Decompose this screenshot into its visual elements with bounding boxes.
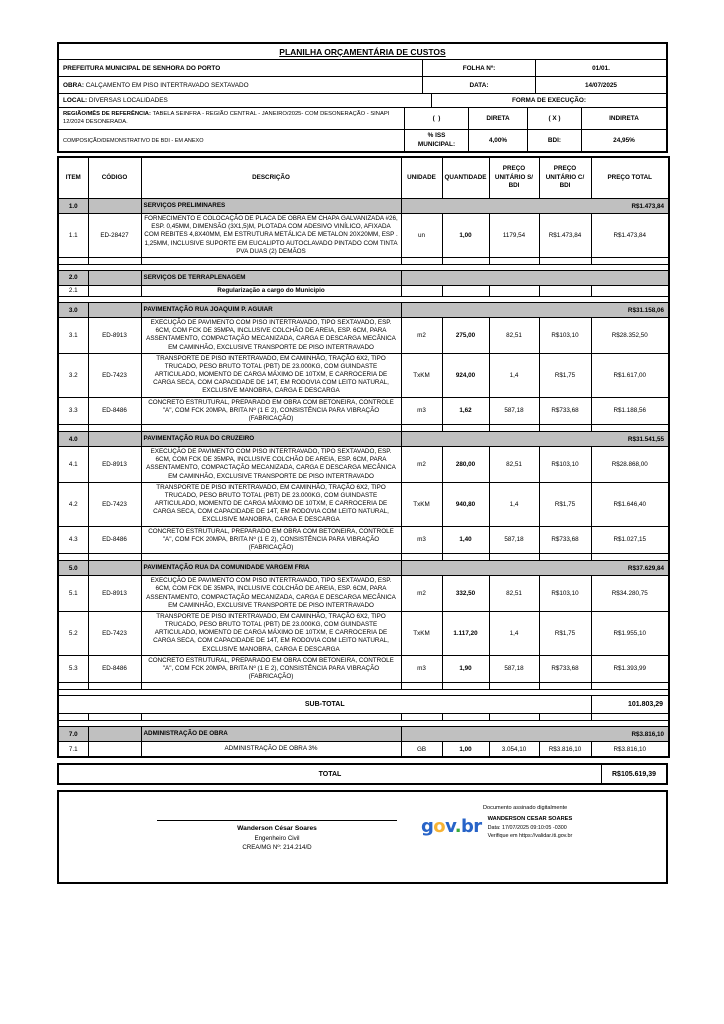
cell-item: 5.1 [58, 576, 88, 612]
budget-table-body [58, 199, 669, 758]
cell-qty: 940,80 [442, 482, 489, 526]
cell-code [88, 561, 141, 576]
cell-total: R$3.816,10 [591, 742, 669, 758]
cell-desc: Regularização a cargo do Municipio [141, 285, 401, 296]
spacer-cell [401, 714, 442, 721]
header-row-regiao [59, 107, 666, 129]
table-row-7.1 [58, 742, 669, 758]
spacer-cell [442, 683, 489, 690]
direta-mark: ( ) [404, 108, 468, 129]
cell-section-total: R$31.541,55 [401, 432, 669, 447]
cell-price-with-bdi: R$733,68 [539, 526, 591, 554]
column-header: DESCRIÇÃO [141, 157, 401, 199]
cell-unit: m3 [401, 526, 442, 554]
cell-item: 5.3 [58, 655, 88, 683]
spacer-row [58, 714, 669, 721]
cell-price-no-bdi: 3.054,10 [489, 742, 539, 758]
table-row-4.3 [58, 526, 669, 554]
spacer-cell [591, 257, 669, 264]
cell-item: 4.2 [58, 482, 88, 526]
cell-unit: un [401, 214, 442, 258]
cell-total: R$1.646,40 [591, 482, 669, 526]
cell-code [88, 727, 141, 742]
section-row-2.0 [58, 270, 669, 285]
entity-name: PREFEITURA MUNICIPAL DE SENHORA DO PORTO [63, 64, 221, 72]
cell-item: 2.1 [58, 285, 88, 296]
header-row-local [59, 93, 666, 107]
cell-code [88, 270, 141, 285]
spacer-cell [401, 554, 442, 561]
spacer-cell [489, 257, 539, 264]
spacer-cell [489, 554, 539, 561]
local-cell [59, 94, 431, 107]
cell-item: 2.0 [58, 270, 88, 285]
cell-section-total: R$3.816,10 [401, 727, 669, 742]
cell-code: ED-8486 [88, 655, 141, 683]
cell-unit: m3 [401, 655, 442, 683]
spacer-cell [489, 425, 539, 432]
indireta-label: INDIRETA [581, 108, 666, 129]
spacer-cell [489, 714, 539, 721]
budget-table [57, 156, 670, 758]
cell-qty [442, 285, 489, 296]
cell-total: R$28.352,50 [591, 318, 669, 354]
cell-item: 3.0 [58, 303, 88, 318]
indireta-mark: ( X ) [527, 108, 581, 129]
spacer-cell [58, 683, 88, 690]
bdi-label: BDI: [527, 130, 581, 151]
stamp-verify-url: Verifique em https://validar.iti.gov.br [487, 832, 573, 839]
cell-price-no-bdi: 82,51 [489, 318, 539, 354]
spacer-cell [141, 554, 401, 561]
spacer-cell [442, 425, 489, 432]
cell-unit: m2 [401, 447, 442, 483]
subtotal-value: 101.803,29 [591, 696, 669, 714]
digital-signature-stamp [421, 805, 671, 840]
section-row-4.0 [58, 432, 669, 447]
spacer-cell [58, 554, 88, 561]
cell-qty: 1,00 [442, 742, 489, 758]
signer-name: Wanderson César Soares [237, 825, 317, 833]
spacer-cell [141, 714, 401, 721]
table-row-5.3 [58, 655, 669, 683]
cell-code: ED-8913 [88, 318, 141, 354]
cell-price-with-bdi: R$3.816,10 [539, 742, 591, 758]
regiao-cell [59, 108, 404, 129]
govbr-logo-letter: g [421, 816, 434, 838]
cell-unit: TxKM [401, 353, 442, 397]
cell-item: 7.1 [58, 742, 88, 758]
cell-unit: m3 [401, 397, 442, 425]
spacer-row [58, 257, 669, 264]
cell-code: ED-8913 [88, 576, 141, 612]
column-header: QUANTIDADE [442, 157, 489, 199]
govbr-logo-letter: r [473, 816, 482, 838]
govbr-logo-letter: v [445, 816, 455, 838]
cell-qty: 280,00 [442, 447, 489, 483]
cell-desc: ADMINISTRAÇÃO DE OBRA 3% [141, 742, 401, 758]
signature-footer [57, 790, 668, 884]
cell-item: 7.0 [58, 727, 88, 742]
spacer-cell [58, 257, 88, 264]
iss-label: % ISS MUNICIPAL: [404, 130, 468, 151]
cell-item: 4.0 [58, 432, 88, 447]
stamp-signer-name: WANDERSON CESAR SOARES [487, 816, 573, 823]
obra-value: CALÇAMENTO EM PISO INTERTRAVADO SEXTAVADO [85, 81, 249, 89]
entity-cell [59, 60, 422, 76]
data-value: 14/07/2025 [535, 77, 666, 93]
table-row-3.2 [58, 353, 669, 397]
cell-price-with-bdi [539, 285, 591, 296]
spacer-cell [401, 425, 442, 432]
cell-code: ED-8486 [88, 526, 141, 554]
cell-code: ED-7423 [88, 482, 141, 526]
spacer-cell [88, 683, 141, 690]
cell-total: R$1.955,10 [591, 611, 669, 655]
cell-section-title: ADMINISTRAÇÃO DE OBRA [141, 727, 401, 742]
cell-total: R$1.393,99 [591, 655, 669, 683]
table-row-3.3 [58, 397, 669, 425]
cell-unit: TxKM [401, 611, 442, 655]
cell-item: 3.3 [58, 397, 88, 425]
cell-price-no-bdi: 587,18 [489, 526, 539, 554]
cell-price-no-bdi: 1,4 [489, 611, 539, 655]
section-row-5.0 [58, 561, 669, 576]
cell-item: 5.2 [58, 611, 88, 655]
subtotal-label: SUB-TOTAL [58, 696, 591, 714]
cell-price-with-bdi: R$1,75 [539, 611, 591, 655]
spacer-cell [58, 425, 88, 432]
cell-desc: CONCRETO ESTRUTURAL, PREPARADO EM OBRA COM BETONEIRA, CONTROLE "A", COM FCK 20MPA, BRITA Nº (1 E 2), CONSISTÊNCIA PARA VIBRAÇÃO (FABRICAÇÃO) [141, 397, 401, 425]
spacer-cell [539, 425, 591, 432]
cell-code: ED-8486 [88, 397, 141, 425]
signer-registry: CREA/MG Nº: 214.214/D [242, 844, 312, 852]
cell-qty: 1.117,20 [442, 611, 489, 655]
table-row-2.1 [58, 285, 669, 296]
cell-item: 5.0 [58, 561, 88, 576]
cell-total: R$1.027,15 [591, 526, 669, 554]
cell-unit: m2 [401, 318, 442, 354]
cell-qty: 1,62 [442, 397, 489, 425]
cell-price-no-bdi: 82,51 [489, 447, 539, 483]
section-row-7.0 [58, 727, 669, 742]
spacer-cell [539, 683, 591, 690]
spacer-cell [591, 425, 669, 432]
cell-price-no-bdi: 1,4 [489, 353, 539, 397]
obra-label: OBRA: [63, 81, 84, 89]
stamp-header-text: Documento assinado digitalmente [483, 805, 568, 812]
cell-price-with-bdi: R$103,10 [539, 576, 591, 612]
regiao-value: TABELA SEINFRA - REGIÃO CENTRAL - JANEIRO/2025- COM DESONERAÇÃO - SINAPI 12/2024 DESONERADA. [63, 110, 390, 125]
spacer-cell [591, 683, 669, 690]
cell-item: 1.1 [58, 214, 88, 258]
cell-section-title: SERVIÇOS DE TERRAPLENAGEM [141, 270, 401, 285]
cell-total: R$1.188,56 [591, 397, 669, 425]
spacer-cell [141, 683, 401, 690]
cell-item: 4.1 [58, 447, 88, 483]
spacer-row [58, 554, 669, 561]
total-value: R$105.619,39 [601, 765, 666, 783]
cell-code [88, 303, 141, 318]
table-row-3.1 [58, 318, 669, 354]
cell-item: 4.3 [58, 526, 88, 554]
table-row-4.2 [58, 482, 669, 526]
cell-desc: EXECUÇÃO DE PAVIMENTO COM PISO INTERTRAVADO, TIPO SEXTAVADO, ESP. 6CM, COM FCK DE 35MPA, INCLUSIVE COLCHÃO DE AREIA, ESP. 6CM, PARA ASSENTAMENTO, COMPACTAÇÃO MECANIZADA, CARGA E DESCARGA MECÂNICA EM CAMINHÃO, EXCLUSIVE TRANSPORTE DE PISO INTERTRAVADO [141, 447, 401, 483]
cell-price-with-bdi: R$103,10 [539, 318, 591, 354]
spacer-cell [58, 714, 88, 721]
spacer-cell [141, 425, 401, 432]
spacer-cell [539, 554, 591, 561]
header-row-entity [59, 59, 666, 76]
signature-line [157, 820, 397, 821]
spacer-cell [88, 554, 141, 561]
spacer-cell [539, 257, 591, 264]
cell-qty: 1,00 [442, 214, 489, 258]
cell-code: ED-28427 [88, 214, 141, 258]
cell-qty: 275,00 [442, 318, 489, 354]
cell-section-total: R$1.473,84 [401, 199, 669, 214]
column-header: UNIDADE [401, 157, 442, 199]
cell-price-with-bdi: R$733,68 [539, 655, 591, 683]
column-header: PREÇO UNITÁRIO S/ BDI [489, 157, 539, 199]
cell-item: 3.1 [58, 318, 88, 354]
cell-price-with-bdi: R$1,75 [539, 353, 591, 397]
data-label: DATA: [422, 77, 535, 93]
cell-price-with-bdi: R$1,75 [539, 482, 591, 526]
cell-desc: CONCRETO ESTRUTURAL, PREPARADO EM OBRA COM BETONEIRA, CONTROLE "A", COM FCK 20MPA, BRITA Nº (1 E 2), CONSISTÊNCIA PARA VIBRAÇÃO (FABRICAÇÃO) [141, 526, 401, 554]
cell-price-with-bdi: R$1.473,84 [539, 214, 591, 258]
column-header: CÓDIGO [88, 157, 141, 199]
cell-code [88, 199, 141, 214]
table-row-5.1 [58, 576, 669, 612]
cell-item: 1.0 [58, 199, 88, 214]
spacer-cell [88, 714, 141, 721]
document-header [57, 42, 668, 153]
cell-unit: m2 [401, 576, 442, 612]
composicao-note: COMPOSIÇÃO/DEMONSTRATIVO DE BDI - EM ANEXO [63, 137, 204, 144]
spacer-row [58, 425, 669, 432]
signer-role: Engenheiro Civil [254, 835, 300, 843]
total-label: TOTAL [318, 770, 342, 778]
bdi-value: 24,95% [581, 130, 666, 151]
cell-qty: 332,50 [442, 576, 489, 612]
column-header: PREÇO TOTAL [591, 157, 669, 199]
govbr-logo-letter: . [454, 816, 461, 838]
spacer-cell [489, 683, 539, 690]
cell-total: R$1.473,84 [591, 214, 669, 258]
cell-desc: FORNECIMENTO E COLOCAÇÃO DE PLACA DE OBRA EM CHAPA GALVANIZADA #26, ESP. 0,45MM, DIMENSÃO (3X1,5)M, PLOTADA COM ADESIVO VINÍLICO, AFIXADA COM REBITES 4,8X40MM, EM ESTRUTURA METÁLICA DE METALON 20X20MM, ESP . 1,25MM, INCLUSIVE SUPORTE EM EUCALIPTO AUTOCLAVADO PINTADO COM TINTA PVA DUAS (2) DEMÃOS [141, 214, 401, 258]
section-row-1.0 [58, 199, 669, 214]
cell-unit: TxKM [401, 482, 442, 526]
cell-desc: EXECUÇÃO DE PAVIMENTO COM PISO INTERTRAVADO, TIPO SEXTAVADO, ESP. 6CM, COM FCK DE 35MPA, INCLUSIVE COLCHÃO DE AREIA, ESP. 6CM, PARA ASSENTAMENTO, COMPACTAÇÃO MECANIZADA, CARGA E DESCARGA MECÂNICA EM CAMINHÃO, EXCLUSIVE TRANSPORTE DE PISO INTERTRAVADO [141, 576, 401, 612]
cell-qty: 1,40 [442, 526, 489, 554]
table-header-row [58, 157, 669, 199]
cell-code [88, 285, 141, 296]
cell-section-title: PAVIMENTAÇÃO RUA DA COMUNIDADE VARGEM FRIA [141, 561, 401, 576]
spacer-cell [88, 257, 141, 264]
spacer-cell [442, 554, 489, 561]
signature-block [157, 820, 397, 852]
cell-total: R$1.617,00 [591, 353, 669, 397]
cell-unit [401, 285, 442, 296]
column-header: ITEM [58, 157, 88, 199]
cell-code: ED-7423 [88, 611, 141, 655]
cell-section-title: PAVIMENTAÇÃO RUA JOAQUIM P. AGUIAR [141, 303, 401, 318]
spacer-cell [539, 714, 591, 721]
cell-code: ED-7423 [88, 353, 141, 397]
regiao-label: REGIÃO/MÊS DE REFERÊNCIA: [63, 110, 151, 117]
cell-total: R$34.280,75 [591, 576, 669, 612]
budget-sheet [57, 42, 668, 884]
local-value: DIVERSAS LOCALIDADES [88, 97, 168, 104]
cell-section-title: SERVIÇOS PRELIMINARES [141, 199, 401, 214]
local-label: LOCAL: [63, 97, 88, 104]
spacer-cell [88, 425, 141, 432]
cell-desc: EXECUÇÃO DE PAVIMENTO COM PISO INTERTRAVADO, TIPO SEXTAVADO, ESP. 6CM, COM FCK DE 35MPA, INCLUSIVE COLCHÃO DE AREIA, ESP. 6CM, PARA ASSENTAMENTO, COMPACTAÇÃO MECANIZADA, CARGA E DESCARGA MECÂNICA EM CAMINHÃO, EXCLUSIVE TRANSPORTE DE PISO INTERTRAVADO [141, 318, 401, 354]
cell-code [88, 432, 141, 447]
table-row-4.1 [58, 447, 669, 483]
cell-desc: CONCRETO ESTRUTURAL, PREPARADO EM OBRA COM BETONEIRA, CONTROLE "A", COM FCK 20MPA, BRITA Nº (1 E 2), CONSISTÊNCIA PARA VIBRAÇÃO (FABRICAÇÃO) [141, 655, 401, 683]
total-bar [57, 763, 668, 785]
spacer-cell [401, 257, 442, 264]
spacer-cell [442, 257, 489, 264]
spacer-cell [591, 554, 669, 561]
cell-total: R$28.868,00 [591, 447, 669, 483]
section-row-3.0 [58, 303, 669, 318]
cell-qty: 1,90 [442, 655, 489, 683]
govbr-logo-icon [421, 818, 482, 836]
header-row-bdi [59, 129, 666, 151]
cell-price-no-bdi: 1179,54 [489, 214, 539, 258]
page-title: PLANILHA ORÇAMENTÁRIA DE CUSTOS [279, 47, 446, 57]
cell-section-total: R$31.158,06 [401, 303, 669, 318]
cell-code: ED-8913 [88, 447, 141, 483]
cell-desc: TRANSPORTE DE PISO INTERTRAVADO, EM CAMINHÃO, TRAÇÃO 6X2, TIPO TRUCADO, PESO BRUTO TOTAL (PBT) DE 23.000KG, COM GUINDASTE ARTICULADO, MOMENTO DE CARGA MÁXIMO DE 10TXM, E CARROCERIA DE CARGA SECA, COM CAPACIDADE DE 14T, EM RODOVIA COM LEITO NATURAL, EXCLUSIVE MANOBRA, CARGA E DESCARGA [141, 353, 401, 397]
cell-price-no-bdi: 587,18 [489, 655, 539, 683]
folha-value: 01/01. [535, 60, 666, 76]
cell-unit: GB [401, 742, 442, 758]
cell-section-total: R$37.629,84 [401, 561, 669, 576]
column-header: PREÇO UNITÁRIO C/ BDI [539, 157, 591, 199]
direta-label: DIRETA [468, 108, 527, 129]
forma-execucao-label: FORMA DE EXECUÇÃO: [431, 94, 666, 107]
table-row-1.1 [58, 214, 669, 258]
iss-value: 4,00% [468, 130, 527, 151]
cell-price-no-bdi [489, 285, 539, 296]
govbr-logo-letter: o [433, 816, 446, 838]
cell-price-with-bdi: R$733,68 [539, 397, 591, 425]
cell-price-no-bdi: 587,18 [489, 397, 539, 425]
cell-price-with-bdi: R$103,10 [539, 447, 591, 483]
cell-item: 3.2 [58, 353, 88, 397]
cell-section-total [401, 270, 669, 285]
stamp-date: Data: 17/07/2025 09:10:05 -0300 [487, 824, 567, 831]
spacer-cell [141, 257, 401, 264]
spacer-cell [401, 683, 442, 690]
spacer-row [58, 683, 669, 690]
header-row-obra [59, 76, 666, 93]
spacer-cell [591, 714, 669, 721]
cell-section-title: PAVIMENTAÇÃO RUA DO CRUZEIRO [141, 432, 401, 447]
cell-qty: 924,00 [442, 353, 489, 397]
stamp-details [488, 815, 573, 840]
table-row-5.2 [58, 611, 669, 655]
govbr-logo-letter: b [461, 816, 474, 838]
cell-total [591, 285, 669, 296]
cell-price-no-bdi: 1,4 [489, 482, 539, 526]
subtotal-row [58, 696, 669, 714]
cell-code [88, 742, 141, 758]
folha-label: FOLHA Nº: [422, 60, 535, 76]
obra-cell [59, 77, 422, 93]
spacer-cell [442, 714, 489, 721]
cell-price-no-bdi: 82,51 [489, 576, 539, 612]
cell-desc: TRANSPORTE DE PISO INTERTRAVADO, EM CAMINHÃO, TRAÇÃO 6X2, TIPO TRUCADO, PESO BRUTO TOTAL (PBT) DE 23.000KG, COM GUINDASTE ARTICULADO, MOMENTO DE CARGA MÁXIMO DE 10TXM, E CARROCERIA DE CARGA SECA, COM CAPACIDADE DE 14T, EM RODOVIA COM LEITO NATURAL, EXCLUSIVE MANOBRA, CARGA E DESCARGA [141, 482, 401, 526]
cell-desc: TRANSPORTE DE PISO INTERTRAVADO, EM CAMINHÃO, TRAÇÃO 6X2, TIPO TRUCADO, PESO BRUTO TOTAL (PBT) DE 23.000KG, COM GUINDASTE ARTICULADO, MOMENTO DE CARGA MÁXIMO DE 10TXM, E CARROCERIA DE CARGA SECA, COM CAPACIDADE DE 14T, EM RODOVIA COM LEITO NATURAL, EXCLUSIVE MANOBRA, CARGA E DESCARGA [141, 611, 401, 655]
